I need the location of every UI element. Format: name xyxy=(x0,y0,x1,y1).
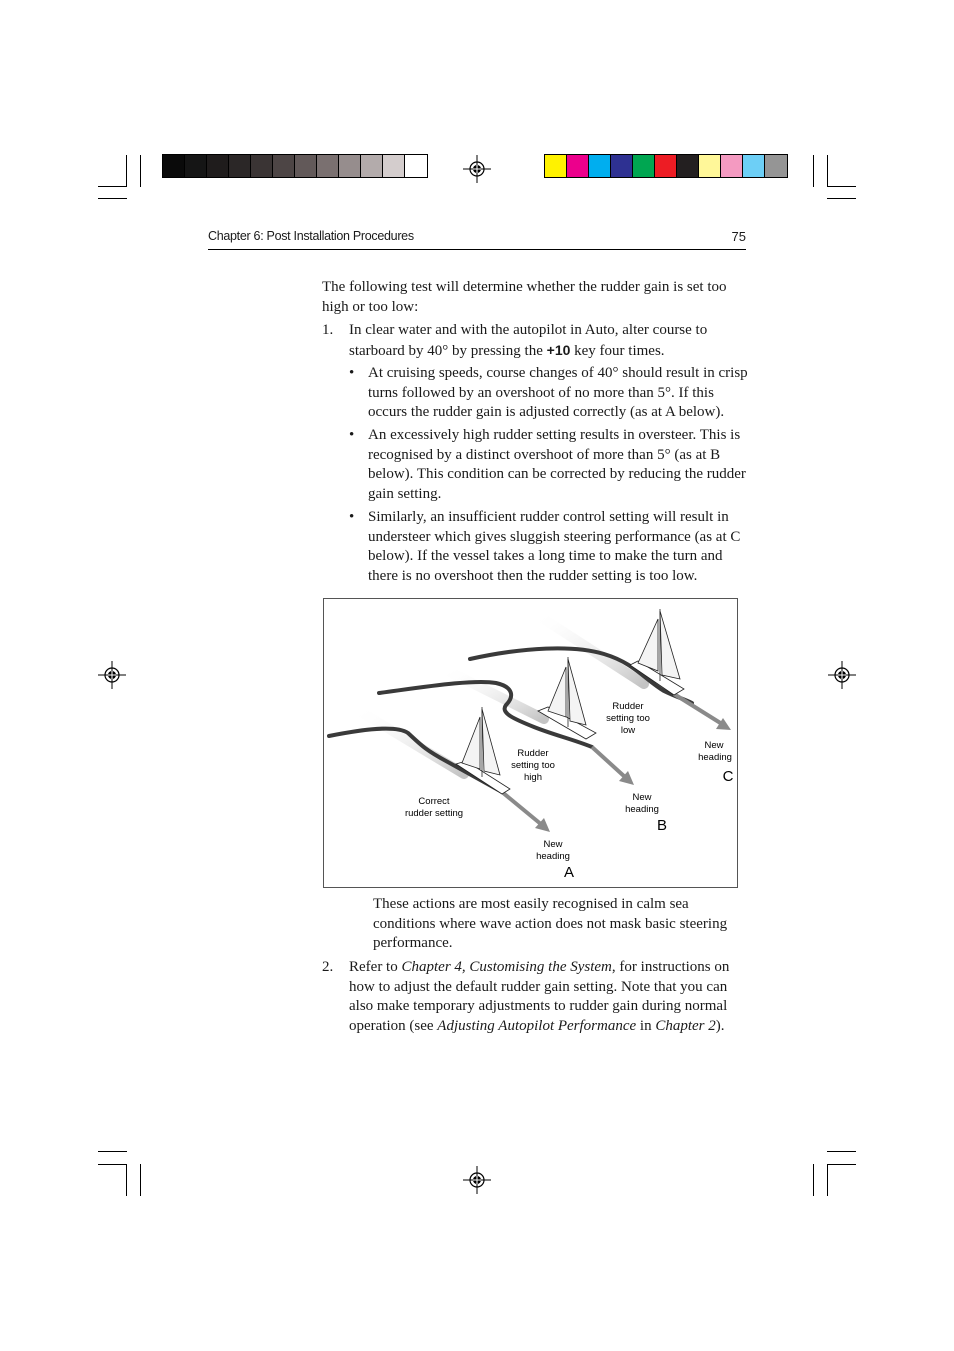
registration-mark-icon xyxy=(463,1166,491,1194)
color-swatch xyxy=(567,155,589,177)
color-swatch xyxy=(383,155,405,177)
label-low-line1: Rudder xyxy=(612,701,644,712)
wake-b xyxy=(444,669,544,719)
rudder-gain-figure xyxy=(323,598,738,888)
autopilot-performance-reference: Adjusting Autopilot Performance xyxy=(437,1017,637,1034)
text-line: turns followed by an overshoot of no more than 5°. If this xyxy=(368,384,714,401)
heading-arrow-b xyxy=(592,747,634,785)
text-line: also make temporary adjustments to rudder gain during normal xyxy=(349,998,728,1014)
label-correct-line2: rudder setting xyxy=(404,808,464,819)
color-swatch xyxy=(677,155,699,177)
color-swatch xyxy=(317,155,339,177)
chapter-2-reference: Chapter 2 xyxy=(655,1017,716,1034)
label-heading-a: heading xyxy=(536,851,570,862)
color-swatch xyxy=(405,155,427,177)
heading-arrow-c xyxy=(674,694,731,730)
letter-c: C xyxy=(722,768,734,785)
color-swatch xyxy=(545,155,567,177)
color-swatch xyxy=(229,155,251,177)
color-swatch xyxy=(589,155,611,177)
label-high-line2: setting too xyxy=(511,760,555,771)
text-run: operation (see xyxy=(349,1017,438,1034)
color-swatch xyxy=(207,155,229,177)
label-correct-line1: Correct xyxy=(418,796,450,807)
label-high-line3: high xyxy=(524,772,542,783)
step-number: 2. xyxy=(322,959,334,975)
text-line: below). If the vessel takes a long time to make the turn and xyxy=(368,548,723,564)
letter-a: A xyxy=(563,864,575,881)
color-swatch xyxy=(339,155,361,177)
text-line xyxy=(349,958,754,978)
text-run: in xyxy=(636,1017,656,1034)
color-swatch xyxy=(295,155,317,177)
bullet-low-gain xyxy=(368,508,758,586)
bullet-high-gain xyxy=(368,426,758,504)
label-high-line1: Rudder xyxy=(517,748,549,759)
text-line xyxy=(349,341,749,362)
header-rule xyxy=(208,249,746,250)
label-new-b: New xyxy=(632,792,652,803)
registration-mark-icon xyxy=(463,155,491,183)
heading-arrow-a xyxy=(502,792,550,832)
text-line: below). This condition can be corrected by reducing the rudder xyxy=(368,466,746,482)
page-number: 75 xyxy=(731,229,746,244)
label-heading-b: heading xyxy=(625,804,659,815)
figure-note xyxy=(373,895,753,954)
color-swatch xyxy=(743,155,765,177)
bullet-symbol: • xyxy=(349,509,355,525)
text-line: there is no overshoot then the rudder setting is too low. xyxy=(368,567,698,584)
rudder-gain-diagram xyxy=(324,599,737,887)
registration-mark-icon xyxy=(828,661,856,689)
text-line xyxy=(349,1017,754,1037)
text-line: These actions are most easily recognised in calm sea xyxy=(373,896,689,912)
registration-mark-icon xyxy=(98,661,126,689)
color-swatch xyxy=(273,155,295,177)
label-new-c: New xyxy=(704,740,724,751)
text-line: In clear water and with the autopilot in Auto, alter course to xyxy=(349,322,708,338)
text-run: , for instructions on xyxy=(611,959,730,975)
text-line: At cruising speeds, course changes of 40° should result in crisp xyxy=(368,365,748,381)
step-number: 1. xyxy=(322,322,334,338)
color-swatch xyxy=(361,155,383,177)
step-1-paragraph xyxy=(349,321,749,361)
text-line: gain setting. xyxy=(368,485,442,502)
intro-paragraph xyxy=(322,278,752,317)
color-swatch xyxy=(251,155,273,177)
text-line: performance. xyxy=(373,935,453,951)
plus-10-key-label: +10 xyxy=(546,341,571,358)
color-swatch xyxy=(633,155,655,177)
color-swatch xyxy=(611,155,633,177)
text-line: recognised by a distinct overshoot of more than 5° (as at B xyxy=(368,446,721,463)
color-swatch xyxy=(721,155,743,177)
label-new-a: New xyxy=(543,839,563,850)
text-line: how to adjust the default rudder gain setting. Note that you can xyxy=(349,978,728,995)
color-swatch xyxy=(699,155,721,177)
grayscale-color-bar xyxy=(162,154,428,178)
step-2-paragraph xyxy=(349,958,754,1036)
text-line: understeer which gives sluggish steering performance (as at C xyxy=(368,528,741,545)
text-run: ). xyxy=(715,1017,725,1034)
text-line: An excessively high rudder setting results in oversteer. This is xyxy=(368,427,741,443)
label-heading-c: heading xyxy=(698,752,732,763)
text-run: Refer to xyxy=(349,959,402,975)
color-swatch xyxy=(655,155,677,177)
letter-b: B xyxy=(656,817,668,834)
color-swatch xyxy=(163,155,185,177)
text-line: high or too low: xyxy=(322,298,419,315)
text-line: conditions where wave action does not mask basic steering xyxy=(373,915,728,932)
label-low-line3: low xyxy=(620,725,636,736)
color-swatch xyxy=(185,155,207,177)
text-line: Similarly, an insufficient rudder control setting will result in xyxy=(368,509,729,525)
color-swatch xyxy=(765,155,787,177)
text-line: The following test will determine whether the rudder gain is set too xyxy=(322,279,727,295)
chapter-4-reference: Chapter 4, Customising the System xyxy=(401,959,612,975)
label-low-line2: setting too xyxy=(606,713,650,724)
process-color-bar xyxy=(544,154,788,178)
bullet-symbol: • xyxy=(349,427,355,443)
bullet-correct-gain xyxy=(368,364,758,423)
bullet-symbol: • xyxy=(349,365,355,381)
text-run: key four times. xyxy=(570,342,665,359)
sailboat-icon xyxy=(456,707,510,794)
text-run: starboard by 40° by pressing the xyxy=(349,342,547,359)
text-line: occurs the rudder gain is adjusted correctly (as at A below). xyxy=(368,404,725,420)
chapter-header: Chapter 6: Post Installation Procedures xyxy=(208,229,414,243)
sailboat-icon xyxy=(538,657,596,739)
